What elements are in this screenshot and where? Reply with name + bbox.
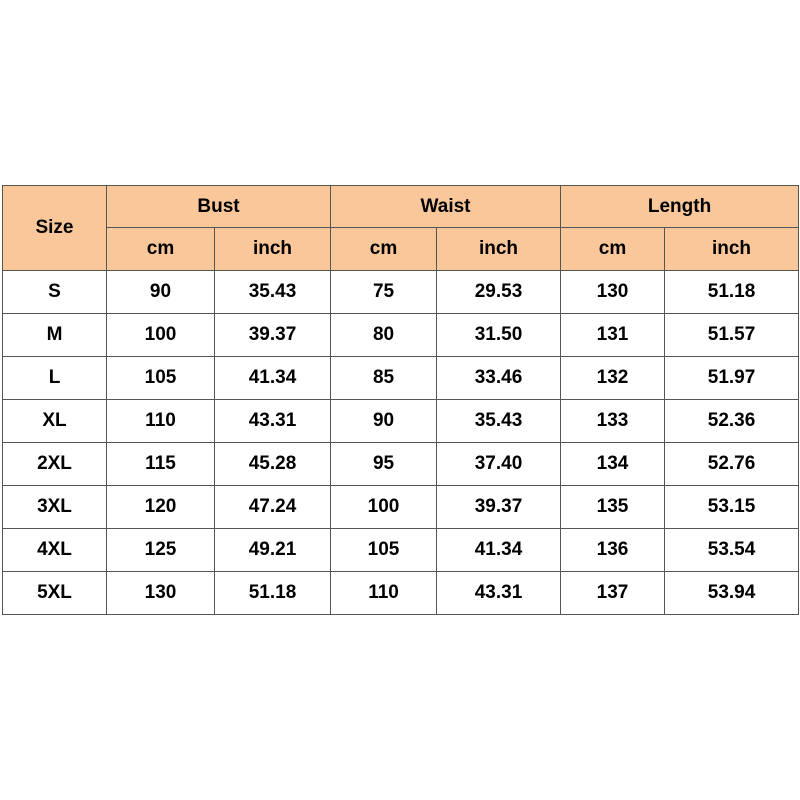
size-cell: 3XL (3, 486, 107, 529)
size-cell: 4XL (3, 529, 107, 572)
length-inch-cell: 51.97 (665, 357, 799, 400)
length-inch-cell: 51.18 (665, 271, 799, 314)
waist-cm-cell: 85 (331, 357, 437, 400)
bust-inch-cell: 35.43 (215, 271, 331, 314)
bust-cm-cell: 120 (107, 486, 215, 529)
header-unit-row (3, 228, 799, 271)
length-inch-cell: 52.36 (665, 400, 799, 443)
waist-inch-cell: 43.31 (437, 572, 561, 615)
size-cell: L (3, 357, 107, 400)
waist-group-header: Waist (331, 186, 561, 228)
bust-cm-cell: 100 (107, 314, 215, 357)
waist-inch-header: inch (437, 228, 561, 271)
bust-group-header: Bust (107, 186, 331, 228)
table-row (3, 486, 799, 529)
table-row (3, 443, 799, 486)
table-row (3, 529, 799, 572)
length-inch-cell: 51.57 (665, 314, 799, 357)
table-header (3, 186, 799, 271)
length-inch-cell: 53.15 (665, 486, 799, 529)
length-cm-cell: 136 (561, 529, 665, 572)
waist-inch-cell: 29.53 (437, 271, 561, 314)
waist-cm-header: cm (331, 228, 437, 271)
waist-cm-cell: 75 (331, 271, 437, 314)
waist-cm-cell: 95 (331, 443, 437, 486)
length-inch-cell: 52.76 (665, 443, 799, 486)
bust-cm-cell: 110 (107, 400, 215, 443)
bust-inch-cell: 49.21 (215, 529, 331, 572)
bust-cm-cell: 125 (107, 529, 215, 572)
size-cell: S (3, 271, 107, 314)
waist-cm-cell: 80 (331, 314, 437, 357)
length-cm-cell: 135 (561, 486, 665, 529)
waist-inch-cell: 39.37 (437, 486, 561, 529)
waist-cm-cell: 105 (331, 529, 437, 572)
length-cm-cell: 131 (561, 314, 665, 357)
length-cm-cell: 133 (561, 400, 665, 443)
waist-cm-cell: 110 (331, 572, 437, 615)
bust-inch-cell: 39.37 (215, 314, 331, 357)
size-cell: 5XL (3, 572, 107, 615)
bust-cm-cell: 90 (107, 271, 215, 314)
waist-cm-cell: 90 (331, 400, 437, 443)
bust-cm-cell: 105 (107, 357, 215, 400)
length-inch-cell: 53.54 (665, 529, 799, 572)
bust-inch-cell: 47.24 (215, 486, 331, 529)
waist-inch-cell: 41.34 (437, 529, 561, 572)
waist-inch-cell: 37.40 (437, 443, 561, 486)
length-cm-cell: 132 (561, 357, 665, 400)
size-chart-table (2, 185, 799, 615)
header-group-row (3, 186, 799, 228)
size-cell: M (3, 314, 107, 357)
length-group-header: Length (561, 186, 799, 228)
size-cell: 2XL (3, 443, 107, 486)
table-row (3, 357, 799, 400)
waist-cm-cell: 100 (331, 486, 437, 529)
length-inch-cell: 53.94 (665, 572, 799, 615)
length-cm-cell: 134 (561, 443, 665, 486)
bust-cm-header: cm (107, 228, 215, 271)
table-row (3, 271, 799, 314)
length-cm-header: cm (561, 228, 665, 271)
waist-inch-cell: 33.46 (437, 357, 561, 400)
table-row (3, 400, 799, 443)
bust-inch-cell: 43.31 (215, 400, 331, 443)
bust-inch-header: inch (215, 228, 331, 271)
length-inch-header: inch (665, 228, 799, 271)
size-cell: XL (3, 400, 107, 443)
bust-cm-cell: 130 (107, 572, 215, 615)
table-row (3, 572, 799, 615)
waist-inch-cell: 31.50 (437, 314, 561, 357)
table-row (3, 314, 799, 357)
bust-cm-cell: 115 (107, 443, 215, 486)
waist-inch-cell: 35.43 (437, 400, 561, 443)
length-cm-cell: 130 (561, 271, 665, 314)
bust-inch-cell: 45.28 (215, 443, 331, 486)
table-body (3, 271, 799, 615)
bust-inch-cell: 51.18 (215, 572, 331, 615)
size-column-header: Size (3, 186, 107, 271)
length-cm-cell: 137 (561, 572, 665, 615)
bust-inch-cell: 41.34 (215, 357, 331, 400)
